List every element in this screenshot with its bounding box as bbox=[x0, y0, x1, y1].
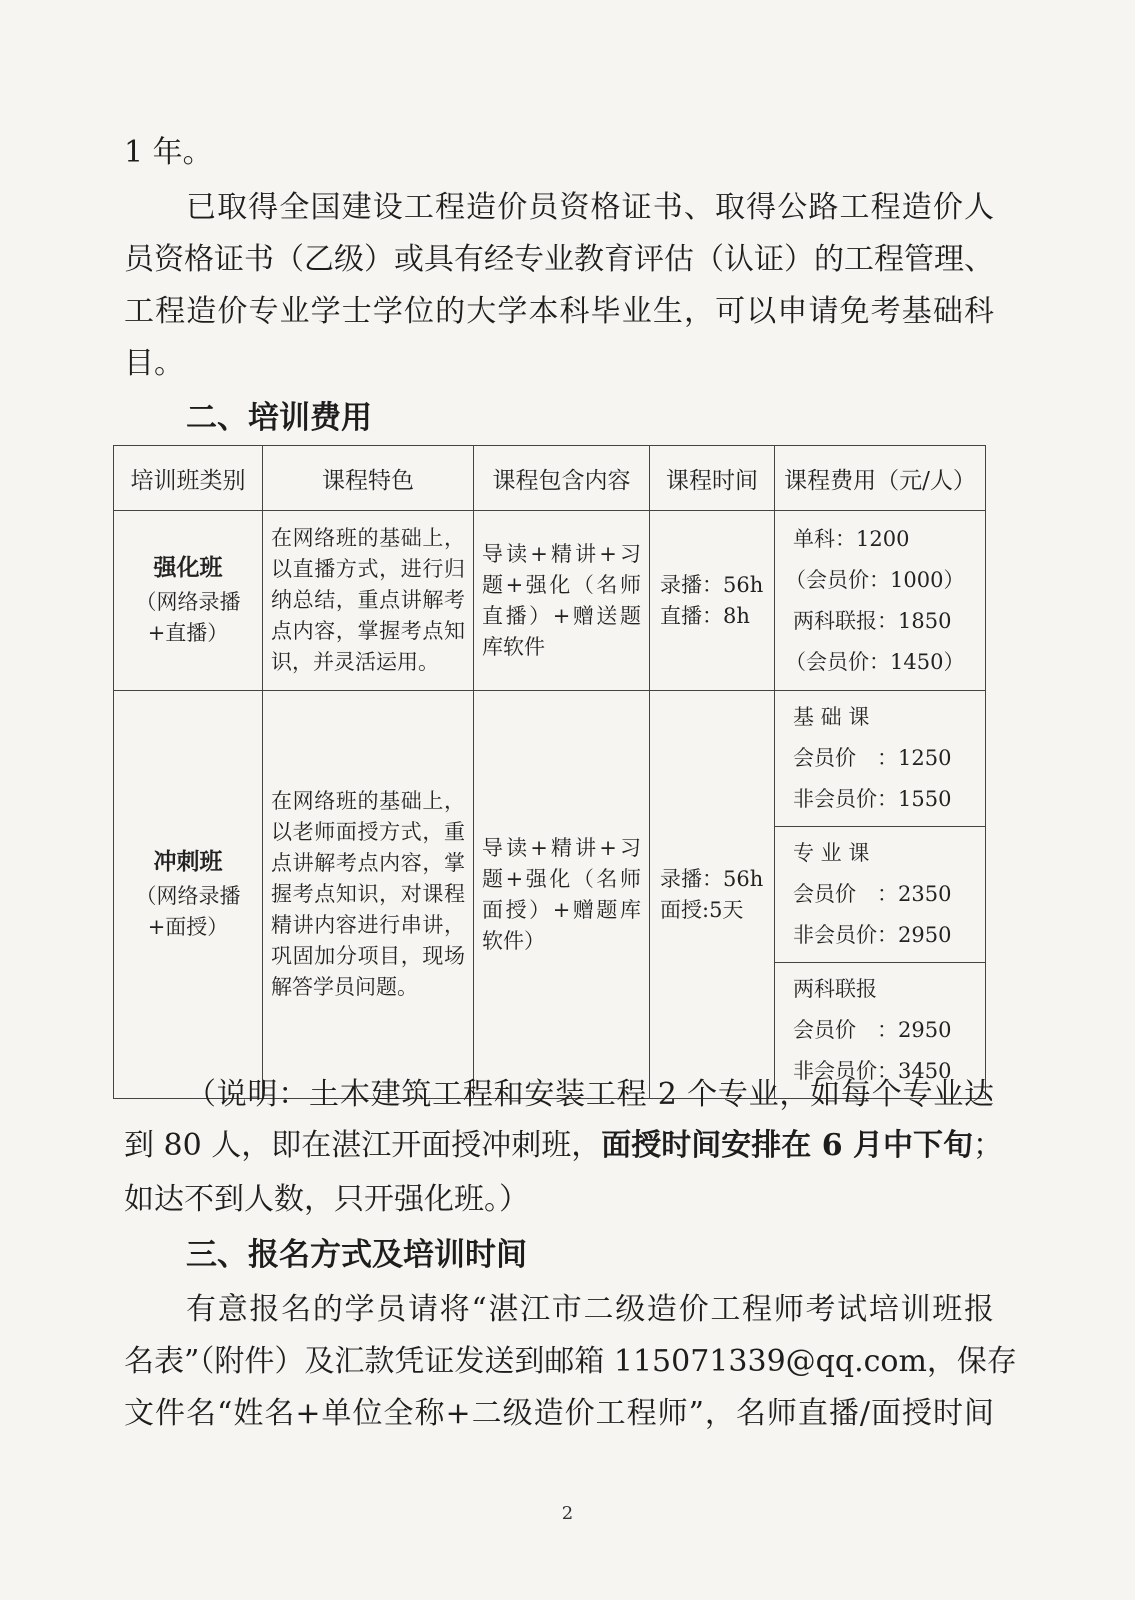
fee-line: （会员价：1000） bbox=[785, 567, 965, 592]
content-text: 导读+精讲+习题+强化（名师面授）+赠题库软件） bbox=[482, 835, 641, 953]
class-sub: （网络录播+直播） bbox=[135, 590, 241, 645]
class-name: 冲刺班 bbox=[153, 848, 223, 875]
time-recorded: 录播：56h bbox=[660, 572, 764, 597]
para1-line-1: 1 年。 bbox=[124, 135, 213, 170]
fee-group-professional bbox=[775, 827, 986, 963]
class-cell-intensive bbox=[114, 511, 263, 691]
note-text: 到 80 人，即在湛江开面授冲刺班， bbox=[124, 1128, 602, 1163]
fee-group-title: 基 础 课 bbox=[793, 705, 870, 729]
fee-group-title: 专 业 课 bbox=[793, 841, 870, 865]
fee-nonmember: 非会员价：1550 bbox=[793, 787, 952, 811]
time-recorded: 录播：56h bbox=[660, 866, 764, 891]
feature-text: 在网络班的基础上，以直播方式，进行归纳总结，重点讲解考点内容，掌握考点知识，并灵活运用。 bbox=[271, 526, 465, 674]
section-heading-registration: 三、报名方式及培训时间 bbox=[186, 1237, 527, 1273]
fee-nonmember: 非会员价：2950 bbox=[793, 923, 952, 947]
feature-text: 在网络班的基础上，以老师面授方式，重点讲解考点内容，掌握考点知识，对课程精讲内容进行串讲，巩固加分项目，现场解答学员问题。 bbox=[271, 789, 465, 999]
fee-table bbox=[113, 445, 986, 1099]
fee-nonmember: 非会员价：3450 bbox=[793, 1059, 952, 1083]
class-cell-sprint bbox=[114, 691, 263, 1099]
section3-line-2: 名表”（附件）及汇款凭证发送到邮箱 115071339@qq.com，保存 bbox=[124, 1344, 1017, 1379]
para1-line-4: 工程造价专业学士学位的大学本科毕业生，可以申请免考基础科 bbox=[124, 294, 994, 329]
table-header-row bbox=[114, 446, 986, 511]
time-inperson: 面授:5天 bbox=[660, 897, 744, 922]
para1-line-5: 目。 bbox=[124, 346, 184, 381]
note-line-1: （说明：土木建筑工程和安装工程 2 个专业，如每个专业达 bbox=[186, 1077, 994, 1112]
content-cell bbox=[474, 511, 650, 691]
page-number: 2 bbox=[561, 1503, 574, 1524]
class-sub: （网络录播+面授） bbox=[135, 884, 241, 939]
fee-member: 会员价 ：2950 bbox=[793, 1018, 952, 1042]
table-row bbox=[114, 511, 986, 691]
time-cell bbox=[650, 691, 775, 1099]
section3-line-3: 文件名“姓名+单位全称+二级造价工程师”，名师直播/面授时间 bbox=[124, 1396, 994, 1431]
feature-cell bbox=[263, 691, 474, 1099]
time-cell bbox=[650, 511, 775, 691]
fee-line: （会员价：1450） bbox=[785, 649, 965, 674]
note-line-2 bbox=[124, 1126, 1004, 1166]
note-line-3: 如达不到人数，只开强化班。） bbox=[124, 1182, 529, 1217]
para1-line-2: 已取得全国建设工程造价员资格证书、取得公路工程造价人 bbox=[186, 190, 994, 225]
note-emphasis: 面授时间安排在 6 月中下旬 bbox=[601, 1128, 974, 1163]
table-row bbox=[114, 691, 986, 827]
fee-line: 单科：1200 bbox=[793, 526, 910, 551]
fee-cell bbox=[775, 511, 986, 691]
class-name: 强化班 bbox=[153, 554, 223, 581]
header-features: 课程特色 bbox=[263, 446, 474, 511]
fee-line: 两科联报：1850 bbox=[793, 608, 952, 633]
header-fee: 课程费用（元/人） bbox=[775, 446, 986, 511]
header-content: 课程包含内容 bbox=[474, 446, 650, 511]
note-text: ； bbox=[973, 1128, 1004, 1163]
para1-line-3: 员资格证书（乙级）或具有经专业教育评估（认证）的工程管理、 bbox=[124, 242, 994, 277]
section3-line-1: 有意报名的学员请将“湛江市二级造价工程师考试培训班报 bbox=[186, 1292, 994, 1327]
fee-group-title: 两科联报 bbox=[793, 977, 877, 1001]
fee-group-basic bbox=[775, 691, 986, 827]
header-time: 课程时间 bbox=[650, 446, 775, 511]
header-class-type: 培训班类别 bbox=[114, 446, 263, 511]
fee-member: 会员价 ：1250 bbox=[793, 746, 952, 770]
section-heading-fees: 二、培训费用 bbox=[186, 400, 372, 436]
time-live: 直播：8h bbox=[660, 603, 750, 628]
feature-cell bbox=[263, 511, 474, 691]
content-text: 导读+精讲+习题+强化（名师直播）+赠送题库软件 bbox=[482, 541, 641, 659]
content-cell bbox=[474, 691, 650, 1099]
fee-member: 会员价 ：2350 bbox=[793, 882, 952, 906]
